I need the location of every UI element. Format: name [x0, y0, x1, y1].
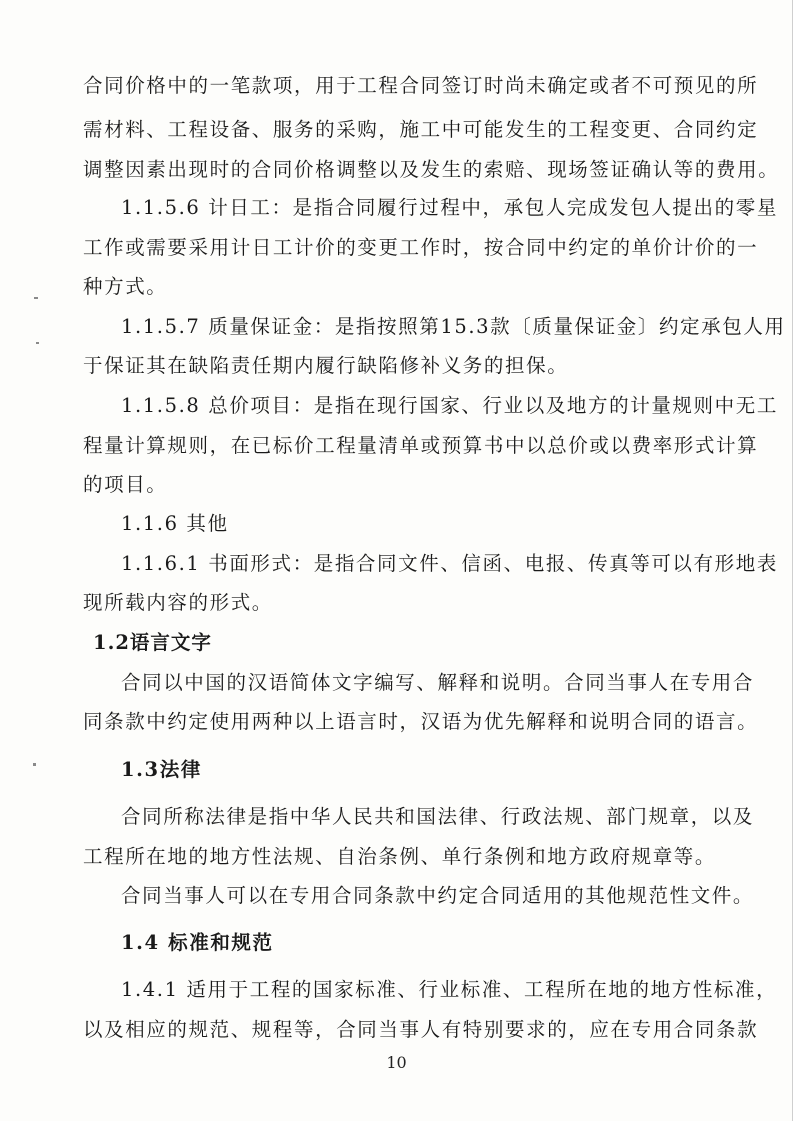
text-line: 现所载内容的形式。 — [83, 591, 273, 614]
text-line: 工作或需要采用计日工计价的变更工作时，按合同中约定的单价计价的一 — [83, 236, 759, 259]
scan-mark — [33, 763, 36, 766]
text-line: 1.1.5.7 质量保证金：是指按照第15.3款〔质量保证金〕约定承包人用 — [121, 315, 786, 338]
page-number: 10 — [386, 1053, 407, 1072]
section-heading: 1.3法律 — [121, 758, 202, 781]
text-line: 1.1.5.6 计日工：是指合同履行过程中，承包人完成发包人提出的零星 — [121, 196, 778, 219]
text-line: 同条款中约定使用两种以上语言时，汉语为优先解释和说明合同的语言。 — [83, 710, 759, 733]
text-line: 程量计算规则，在已标价工程量清单或预算书中以总价或以费率形式计算 — [83, 434, 759, 457]
text-line: 需材料、工程设备、服务的采购，施工中可能发生的工程变更、合同约定 — [83, 118, 759, 141]
text-line: 1.1.6.1 书面形式：是指合同文件、信函、电报、传真等可以有形地表 — [121, 552, 778, 575]
text-line: 的项目。 — [83, 473, 168, 496]
text-line: 合同所称法律是指中华人民共和国法律、行政法规、部门规章，以及 — [121, 805, 755, 828]
section-heading: 1.1.6 其他 — [121, 512, 229, 535]
text-line: 合同以中国的汉语简体文字编写、解释和说明。合同当事人在专用合 — [121, 671, 755, 694]
text-line: 于保证其在缺陷责任期内履行缺陷修补义务的担保。 — [83, 354, 569, 377]
text-line: 种方式。 — [83, 275, 168, 298]
section-heading: 1.4 标准和规范 — [121, 931, 274, 954]
scan-mark — [34, 297, 38, 299]
text-line: 1.4.1 适用于工程的国家标准、行业标准、工程所在地的地方性标准， — [121, 978, 778, 1001]
scan-mark — [36, 342, 39, 344]
section-heading: 1.2语言文字 — [93, 631, 212, 654]
text-line: 工程所在地的地方性法规、自治条例、单行条例和地方政府规章等。 — [83, 845, 717, 868]
text-line: 合同当事人可以在专用合同条款中约定合同适用的其他规范性文件。 — [121, 884, 755, 907]
text-line: 1.1.5.8 总价项目：是指在现行国家、行业以及地方的计量规则中无工 — [121, 394, 778, 417]
text-line: 以及相应的规范、规程等，合同当事人有特别要求的，应在专用合同条款 — [83, 1018, 759, 1041]
text-line: 合同价格中的一笔款项，用于工程合同签订时尚未确定或者不可预见的所 — [83, 74, 759, 97]
text-line: 调整因素出现时的合同价格调整以及发生的索赔、现场签证确认等的费用。 — [83, 158, 780, 181]
